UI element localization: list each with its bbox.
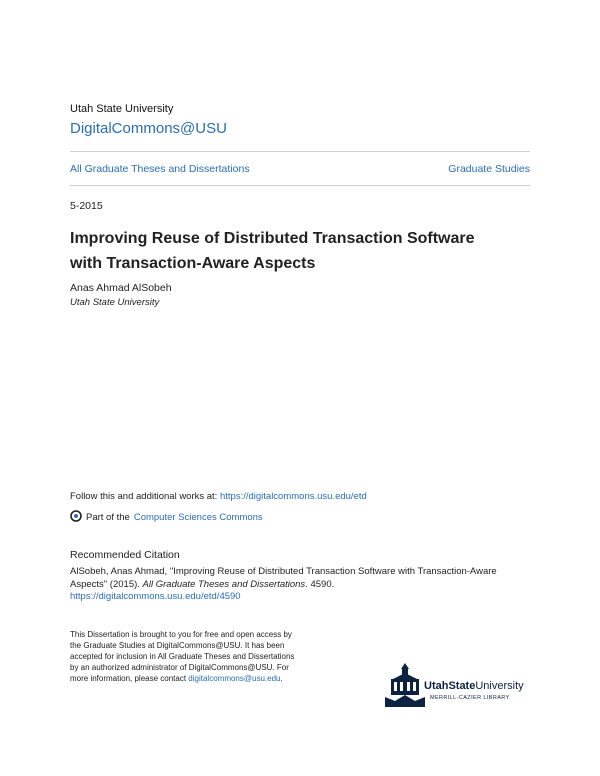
network-icon — [70, 510, 82, 525]
citation-number: . 4590. — [305, 579, 335, 590]
logo-wordmark — [424, 680, 524, 692]
part-of-text: Part of the — [86, 512, 130, 523]
citation-text — [70, 565, 530, 591]
collection-link[interactable]: All Graduate Theses and Dissertations — [70, 163, 250, 175]
access-notice — [70, 629, 300, 684]
follow-text: Follow this and additional works at: — [70, 491, 218, 502]
building-icon — [385, 661, 425, 709]
notice-period: . — [280, 674, 283, 683]
follow-url-link[interactable]: https://digitalcommons.usu.edu/etd — [219, 491, 367, 502]
citation-url-link[interactable]: https://digitalcommons.usu.edu/etd/4590 — [70, 591, 241, 602]
part-of-line — [70, 510, 263, 525]
logo-wordmark-b: University — [475, 680, 524, 692]
publication-date: 5-2015 — [70, 200, 103, 212]
repository-name[interactable]: DigitalCommons@USU — [70, 120, 227, 137]
follow-line — [70, 491, 367, 502]
university-name: Utah State University — [70, 103, 174, 115]
citation-prefix: AlSobeh, Anas Ahmad, "Improving Reuse of Distributed Transaction Software with Transaction-Aware Aspects" (2015). — [70, 566, 497, 590]
logo-wordmark-a: UtahState — [424, 680, 476, 692]
citation-url — [70, 591, 241, 602]
author-name: Anas Ahmad AlSobeh — [70, 282, 172, 294]
divider-top — [70, 151, 530, 152]
contact-email-link[interactable]: digitalcommons@usu.edu — [188, 674, 281, 683]
divider-bottom — [70, 185, 530, 186]
department-link[interactable]: Graduate Studies — [448, 163, 530, 175]
citation-heading: Recommended Citation — [70, 549, 180, 561]
notice-text: This Dissertation is brought to you for free and open access by the Graduate Studies at DigitalCommons@USU. It has been accepted for inclusion in All Graduate Theses and Dissertations by an authorized administrator of DigitalCommons@USU. For more information, please contact — [70, 630, 295, 683]
author-affiliation: Utah State University — [70, 297, 160, 308]
logo-subtitle: MERRILL-CAZIER LIBRARY — [430, 695, 510, 701]
document-title: Improving Reuse of Distributed Transaction Software with Transaction-Aware Aspects — [70, 230, 475, 272]
citation-series: All Graduate Theses and Dissertations — [142, 579, 306, 590]
commons-link[interactable]: Computer Sciences Commons — [133, 512, 263, 523]
